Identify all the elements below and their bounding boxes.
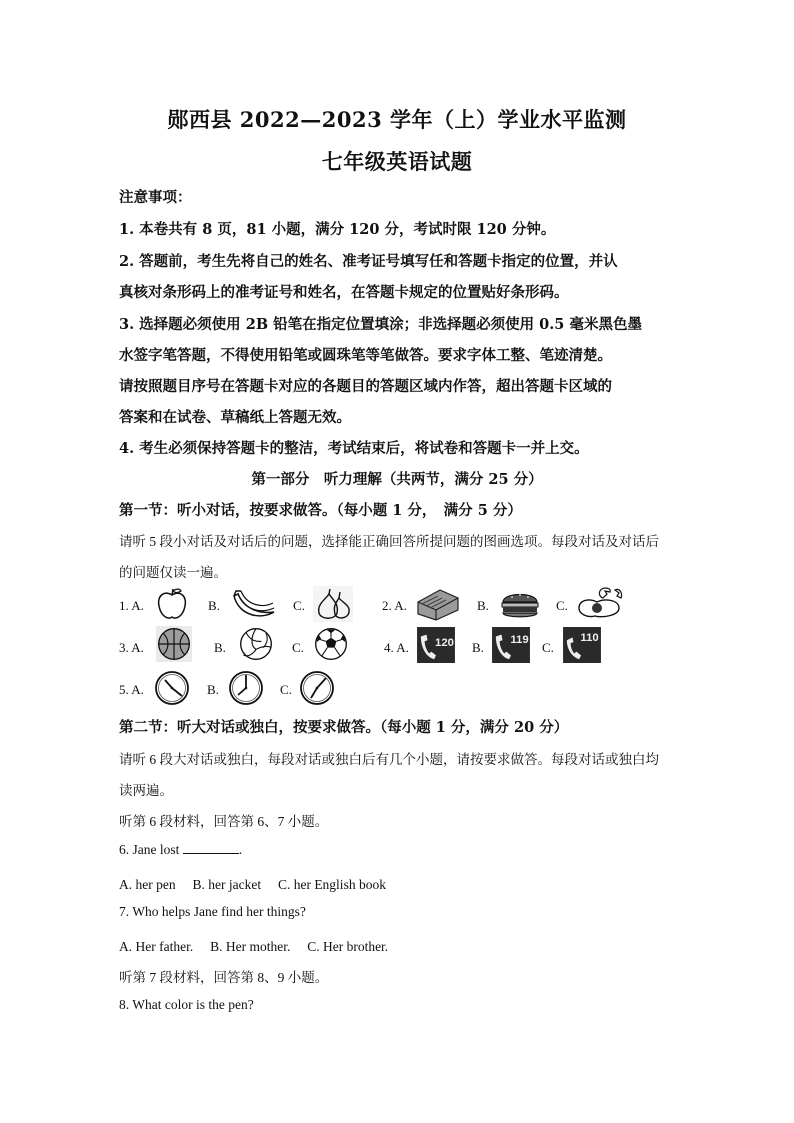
material-7-note: 听第 7 段材料，回答第 8、9 小题。 (119, 970, 329, 985)
section1-heading: 第一节：听小对话，按要求做答。（每小题 1 分， 满分 5 分） (119, 502, 522, 519)
material-6-note: 听第 6 段材料，回答第 6、7 小题。 (119, 814, 329, 829)
clock-icon-a (152, 670, 192, 706)
phone-119-icon (491, 627, 531, 663)
q2-b-label: B. (477, 598, 489, 613)
hamburger-icon (498, 586, 542, 622)
note-3c: 请按照题目序号在答题卡对应的各题目的答题区域内作答，超出答题卡区域的 (119, 378, 612, 395)
q1-b-label: B. (208, 598, 220, 613)
phone-120-icon (416, 627, 456, 663)
phone-110-icon (562, 627, 602, 663)
soccer-ball-icon (311, 626, 351, 662)
egg-icon (575, 584, 625, 620)
basketball-icon (154, 626, 194, 662)
question-7: 7. Who helps Jane find her things? (119, 904, 306, 919)
part1-heading: 第一部分 听力理解（共两节，满分 25 分） (251, 471, 543, 488)
q4-a-number: 120 (435, 636, 455, 649)
q4-b-label: B. (472, 640, 484, 655)
note-3b: 水签字笔答题，不得使用铅笔或圆珠笔等笔做答。要求字体工整、笔迹清楚。 (119, 347, 612, 364)
q5-c-label: C. (280, 682, 292, 697)
question-6-stem: 6. Jane lost (119, 842, 180, 857)
apple-icon (152, 586, 192, 622)
section2-instruction-a: 请听 6 段大对话或独白，每段对话或独白后有几个小题，请按要求做答。每段对话或独白均 (119, 752, 659, 767)
clock-icon-b (226, 670, 266, 706)
bread-icon (414, 586, 462, 622)
q3-c-label: C. (292, 640, 304, 655)
section1-instruction-a: 请听 5 段小对话及对话后的问题，选择能正确回答所提问题的图画选项。每段对话及对话后 (119, 534, 659, 549)
q4-b-number: 119 (510, 634, 529, 647)
note-2b: 真核对条形码上的准考证号和姓名，在答题卡规定的位置贴好条形码。 (119, 284, 569, 301)
q1-c-label: C. (293, 598, 305, 613)
exam-subtitle: 七年级英语试题 (321, 149, 473, 174)
note-3a: 3. 选择题必须使用 2B 铅笔在指定位置填涂；非选择题必须使用 0.5 毫米黑色墨 (119, 316, 642, 333)
q4-c-number: 110 (580, 632, 599, 645)
answer-blank (183, 841, 239, 854)
clock-icon-c (297, 670, 337, 706)
q2-c-label: C. (556, 598, 568, 613)
notes-heading: 注意事项： (119, 189, 192, 206)
q3-label: 3. A. (119, 640, 144, 655)
note-1: 1. 本卷共有 8 页，81 小题，满分 120 分，考试时限 120 分钟。 (119, 221, 556, 238)
exam-title: 郧西县 2022—2023 学年（上）学业水平监测 (167, 107, 627, 132)
pear-icon (313, 586, 353, 622)
question-7-options: A. Her father. B. Her mother. C. Her brother. (119, 939, 389, 954)
note-3d: 答案和在试卷、草稿纸上答题无效。 (119, 409, 351, 426)
q5-label: 5. A. (119, 682, 144, 697)
q2-label: 2. A. (382, 598, 407, 613)
q4-c-label: C. (542, 640, 554, 655)
q5-b-label: B. (207, 682, 219, 697)
note-2a: 2. 答题前，考生先将自己的姓名、准考证号填写任和答题卡指定的位置，并认 (119, 253, 618, 270)
section1-instruction-b: 的问题仅读一遍。 (119, 565, 227, 580)
section2-heading: 第二节：听大对话或独白，按要求做答。（每小题 1 分，满分 20 分） (119, 719, 569, 736)
banana-icon (231, 586, 277, 622)
question-6-options: A. her pen B. her jacket C. her English book (119, 877, 386, 892)
question-6: 6. Jane lost . (119, 842, 243, 857)
section2-instruction-b: 读两遍。 (119, 783, 173, 798)
q3-b-label: B. (214, 640, 226, 655)
note-4: 4. 考生必须保持答题卡的整洁，考试结束后，将试卷和答题卡一并上交。 (119, 440, 589, 457)
volleyball-icon (236, 626, 276, 662)
q1-label: 1. A. (119, 598, 144, 613)
question-8: 8. What color is the pen? (119, 997, 254, 1012)
q4-label: 4. A. (384, 640, 409, 655)
